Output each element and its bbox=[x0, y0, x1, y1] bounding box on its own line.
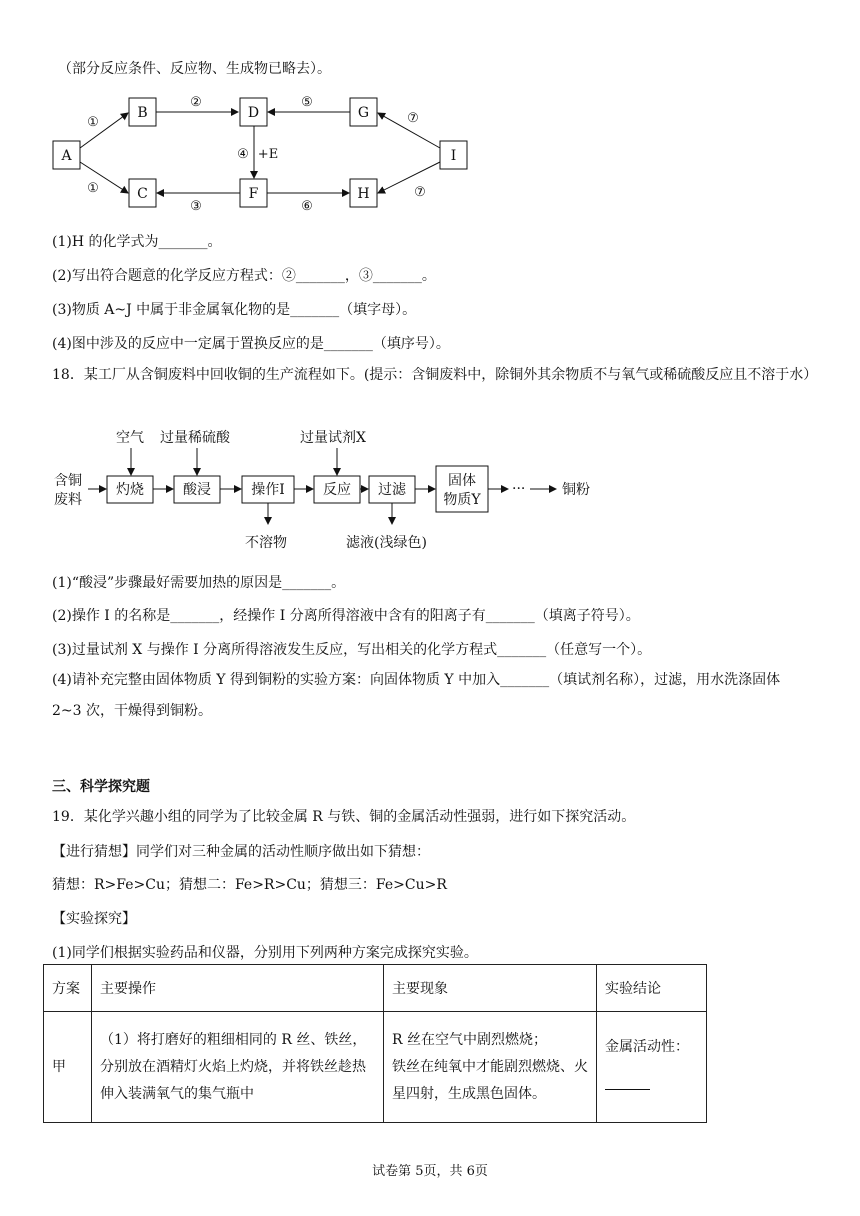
q17-question-2: (2)写出符合题意的化学反应方程式：②_______，③_______。 bbox=[52, 268, 436, 284]
guess-intro: 【进行猜想】同学们对三种金属的活动性顺序做出如下猜想： bbox=[52, 844, 430, 860]
q18-question-2: (2)操作 I 的名称是_______，经操作 I 分离所得溶液中含有的阳离子有_______（填离子符号）。 bbox=[52, 608, 640, 624]
edge-label-5: ⑤ bbox=[301, 95, 313, 110]
conclusion-blank bbox=[605, 1075, 650, 1090]
step-filter-label: 过滤 bbox=[378, 482, 406, 498]
experiment-table bbox=[43, 964, 707, 1123]
table-header-row bbox=[44, 965, 707, 1012]
q17-reaction-diagram bbox=[0, 92, 860, 217]
q17-question-3: (3)物质 A~J 中属于非金属氧化物的是_______（填字母）。 bbox=[52, 302, 417, 318]
q18-question-1: (1)“酸浸”步骤最好需要加热的原因是_______。 bbox=[52, 575, 346, 591]
edge-label-3: ③ bbox=[190, 199, 202, 214]
step-acid-label: 酸浸 bbox=[183, 482, 211, 498]
edge-label-plus-e: +E bbox=[257, 147, 279, 162]
q19-stem: 19．某化学兴趣小组的同学为了比较金属 R 与铁、铜的金属活动性强弱，进行如下探究活动。 bbox=[52, 809, 636, 825]
edge-label-1-bottom: ① bbox=[87, 181, 99, 196]
node-d-label: D bbox=[247, 105, 260, 121]
phenomenon-line-1: R 丝在空气中剧烈燃烧； bbox=[392, 1031, 547, 1048]
q17-question-1: (1)H 的化学式为_______。 bbox=[52, 234, 222, 250]
step-reaction-label: 反应 bbox=[323, 482, 351, 498]
node-h-label: H bbox=[357, 186, 370, 202]
below-filtrate: 滤液(浅绿色) bbox=[346, 535, 427, 551]
below-insoluble: 不溶物 bbox=[245, 535, 287, 551]
solid-y-line2: 物质Y bbox=[443, 492, 481, 508]
above-reagent: 过量试剂X bbox=[300, 430, 366, 446]
solid-y-line1: 固体 bbox=[448, 473, 476, 489]
output-label: 铜粉 bbox=[562, 482, 590, 498]
cell-operation: （1）将打磨好的粗细相同的 R 丝、铁丝，分别放在酒精灯火焰上灼烧，并将铁丝趁热伸入装满氧气的集气瓶中 bbox=[92, 1012, 384, 1123]
node-g-label: G bbox=[357, 105, 370, 121]
step-operation-label: 操作I bbox=[251, 482, 285, 498]
explore-title: 【实验探究】 bbox=[52, 911, 136, 927]
q17-intro: （部分反应条件、反应物、生成物已略去）。 bbox=[58, 61, 331, 77]
explore-1: (1)同学们根据实验药品和仪器，分别用下列两种方案完成探究实验。 bbox=[52, 945, 478, 961]
q18-stem: 18．某工厂从含铜废料中回收铜的生产流程如下。(提示：含铜废料中，除铜外其余物质不与氧气或稀硫酸反应且不溶于水） bbox=[52, 367, 818, 383]
cell-plan: 甲 bbox=[44, 1012, 92, 1123]
edge-label-7-bottom: ⑦ bbox=[414, 185, 426, 200]
node-a-label: A bbox=[61, 148, 72, 164]
cell-conclusion bbox=[597, 1012, 707, 1123]
header-phenomenon: 主要现象 bbox=[384, 965, 597, 1012]
edge-i-h bbox=[378, 162, 440, 193]
page-footer: 试卷第 5页，共 6页 bbox=[372, 1164, 488, 1179]
header-plan: 方案 bbox=[44, 965, 92, 1012]
header-operation: 主要操作 bbox=[92, 965, 384, 1012]
guess-list: 猜想：R>Fe>Cu；猜想二：Fe>R>Cu；猜想三：Fe>Cu>R bbox=[52, 877, 447, 893]
input-label-line1: 含铜 bbox=[54, 473, 82, 489]
q18-process-flow bbox=[0, 426, 860, 556]
table-row bbox=[44, 1012, 707, 1123]
conclusion-text: 金属活动性： bbox=[605, 1039, 689, 1055]
above-air: 空气 bbox=[116, 430, 144, 446]
section-title: 三、科学探究题 bbox=[52, 779, 150, 795]
q18-question-4: (4)请补充完整由固体物质 Y 得到铜粉的实验方案：向固体物质 Y 中加入_______（填试剂名称），过滤，用水洗涤固体 2~3 次，干燥得到铜粉。 bbox=[52, 672, 781, 719]
q17-question-4: (4)图中涉及的反应中一定属于置换反应的是_______（填序号）。 bbox=[52, 336, 450, 352]
step-burn-label: 灼烧 bbox=[116, 482, 144, 498]
above-acid: 过量稀硫酸 bbox=[160, 430, 230, 446]
edge-label-7-top: ⑦ bbox=[407, 111, 419, 126]
node-f-label: F bbox=[248, 186, 259, 202]
phenomenon-line-2: 铁丝在纯氧中才能剧烈燃烧、火星四射，生成黑色固体。 bbox=[392, 1058, 588, 1102]
header-conclusion: 实验结论 bbox=[597, 965, 707, 1012]
cell-phenomenon bbox=[384, 1012, 597, 1123]
node-b-label: B bbox=[137, 105, 148, 121]
edge-label-2: ② bbox=[190, 95, 202, 110]
q18-question-3: (3)过量试剂 X 与操作 I 分离所得溶液发生反应，写出相关的化学方程式_______（任意写一个）。 bbox=[52, 642, 652, 658]
edge-label-6: ⑥ bbox=[301, 199, 313, 214]
input-label-line2: 废料 bbox=[54, 492, 82, 508]
node-c-label: C bbox=[137, 186, 148, 202]
edge-label-1-top: ① bbox=[87, 115, 99, 130]
flow-dots: ··· bbox=[512, 481, 526, 497]
edge-label-4: ④ bbox=[237, 147, 249, 162]
node-i-label: I bbox=[450, 148, 457, 164]
